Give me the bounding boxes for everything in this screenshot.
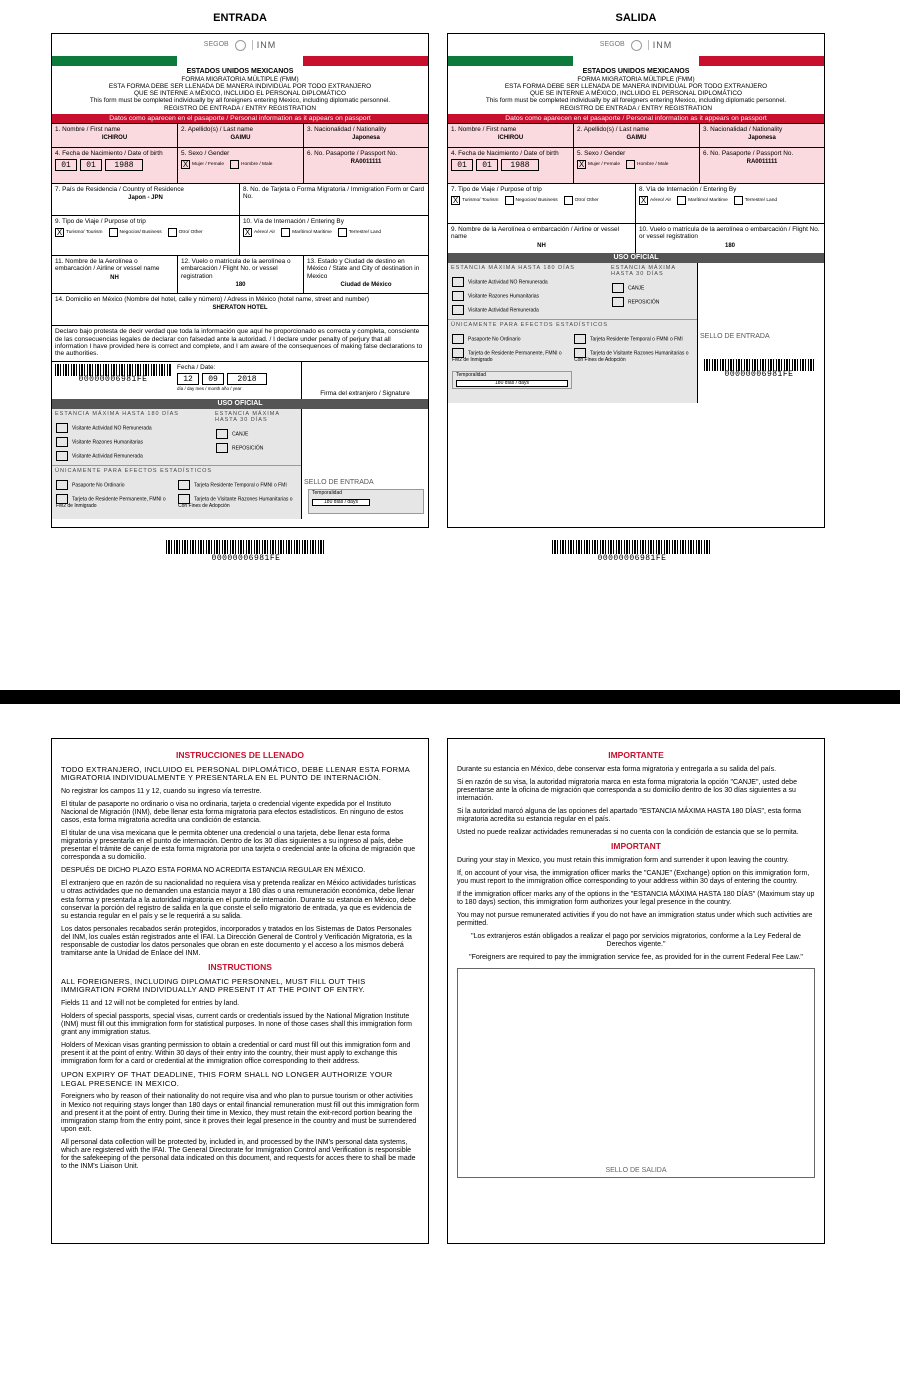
salida-barcode: 00000006981FE	[552, 540, 712, 563]
maritime-checkbox[interactable]	[281, 228, 290, 237]
male-checkbox[interactable]	[626, 160, 635, 169]
dob-field[interactable]: 4. Fecha de Nacimiento / Date of birth 01 01 1988	[448, 148, 574, 183]
nationality-field[interactable]: 3. Nacionalidad / Nationality Japonesa	[703, 126, 783, 142]
checkbox-trt[interactable]	[574, 334, 586, 344]
entering-by-field: 8. Vía de Internación / Entering By X Aéreo/ Air Marítimo/ Maritime Terrestre/ Land	[639, 186, 778, 206]
female-checkbox[interactable]: X	[182, 160, 189, 170]
air-checkbox[interactable]: X	[244, 228, 251, 238]
entrada-form: SEGOB INM ESTADOS UNIDOS MEXICANOS FORMA MIGRATORIA MÚLTIPLE (FMM) ESTA FORMA DEBE SER LLENADA DE MANERA INDIVIDUAL POR TODO EXTRANJERO QUE SE INTERNE A MÉXICO, INCLUIDO EL PERSONAL DIPLOMÁTICO This form must be completed individually by all foreigners entering Mexico, including diplomatic personnel. REGISTRO DE ENTRADA / ENTRY REGISTRATION Datos como aparecen en el pasaporte / Personal information as it appears on passport 1. Nombre / First name ICHIROU 2. Apellido(s) / Last name GAIMU 3. Nacionalidad / Nationality Japonesa 4. Fecha de Nacimiento / Date of birth 01 01 1988 5. Sexo / Gender X Mujer / Female Hombre / Male 6. No. Pasaporte / Passport No. RA0011111 7. País de Residencia / Country of Residence Japon - JPN 8. No. de Tarjeta o Forma Migratoria / Immigration Form or Card No. 9. Tipo de Viaje / Purpose of trip X Turismo/ Tourism Negocios/ Business Otro/ Other 10. Vía de Internación / Entering By X Aéreo/ Air Marítimo/ Maritime Terrestre/ Land 11. Nombre de la Aerolínea o embarcación / Airline or vessel name NH 12. Vuelo o matrícula de la aerolínea o embarcación / Flight No. or vessel registration 180 13. Estado y Ciudad de destino en México / State and City of destination in Mexico Ciudad de México 14. Domicilio en México (Nombre del hotel, calle y número) / Adress in México (hotel name, street and number) SHERATON HOTEL Declaro bajo protesta de decir verdad que toda la información que aquí he proporcionado es correcta y completa, consciente de las consecuencias legales de declarar con falsedad ante la autoridad. / I declare under penalty of perjury that all information I have provided here is correct and complete, and I am aware of the consequences of making false declarations to the authorities. 00000006981FE Fecha / Date: 12 09 2018 día / day mes / month año / year Firma del extranjero / Signature USO OFICIAL ESTANCIA MÁXIMA HASTA 180 DÍAS Visitante Actividad NO Remunerada Visitante Razones Humanitarias Visitante Actividad Remunerada ESTANCIA MÁXIMA HASTA 30 DÍAS CANJE REPOSICIÓN ÚNICAMENTE PARA EFECTOS ESTADÍSTICOS Pasaporte No Ordinario Tarjeta de Residente Permanente, FMNI o FM2 de Inmigrado Tarjeta Residente Temporal o FMNI o FMI Tarjeta de Visitante Razones Humanitarias o Con Fines de Adopción SELLO DE ENTRADA Temporalidad 180 días / days	[51, 33, 429, 528]
passport-bar: Datos como aparecen en el pasaporte / Personal information as it appears on passport	[448, 114, 824, 124]
entrada-heading: ENTRADA	[213, 12, 267, 24]
instructions-page: INSTRUCCIONES DE LLENADO TODO EXTRANJERO, INCLUIDO EL PERSONAL DIPLOMÁTICO, DEBE LLENAR ESTA FORMA MIGRATORIA INDIVIDUALMENTE Y PRESENTARLA EN EL PUNTO DE INTERNACIÓN. No registrar los campos 11 y 12, cuando su ingreso vía terrestre. El titular de pasaporte no ordinario o visa no ordinaria, tarjeta o credencial vigente expedida por el Instituto Nacional de Migración (INM), debe llenar esta forma migratoria para efectos estadísticos. En ninguno de estos casos, esta forma migratoria acredita una condición de estancia. El titular de una visa mexicana que le permita obtener una credencial o una tarjeta, debe llenar esta forma migratoria y presentarla en el punto de internación. Dentro de los 30 días siguientes a su ingreso al país, debe presentar el trámite de canje de esta forma migratoria por una tarjeta o credencial ante la oficina de migración que corresponda a su domicilio. DESPUÉS DE DICHO PLAZO ESTA FORMA NO ACREDITA ESTANCIA REGULAR EN MÉXICO. El extranjero que en razón de su nacionalidad no requiera visa y pretenda realizar en México actividades turísticas u otras actividades que no demanden una estancia mayor a 180 días o una remuneración económica, debe llenar esta forma y presentarla a la autoridad migratoria en el punto de internación. Durante su estancia en México, debe conservar la porción del registro de salida en la que conste el sello migratorio de entrada, ya que es evidencia de su estancia regular en el país y se le requerirá a su salida. Los datos personales recabados serán protegidos, incorporados y tratados en los Sistemas de Datos Personales del INM, los cuales están registrados ante el IFAI. La Dirección General de Control y Verificación Migratoria, es la responsable de custodiar los datos personales que obran en este documento y el acceso a los mismos deberá tramitarse ante la Unidad de Enlace del INM. INSTRUCTIONS ALL FOREIGNERS, INCLUDING DIPLOMATIC PERSONNEL, MUST FILL OUT THIS IMMIGRATION FORM INDIVIDUALLY AND PRESENT IT AT THE POINT OF ENTRY. Fields 11 and 12 will not be completed for entries by land. Holders of special passports, special visas, current cards or credentials issued by the National Migration Institute (INM) must fill out this immigration form for statistical purposes. In none of those cases shall this immigration form grant any immigration status. Holders of Mexican visas granting permission to obtain a credential or card must fill out this immigration form and present it at the point of entry. Within 30 days of their entry into the country, their must apply to exchange this immigration form for a card or credential at the immigration office corresponding to their address. UPON EXPIRY OF THAT DEADLINE, THIS FORM SHALL NO LONGER AUTHORIZE YOUR LEGAL PRESENCE IN MEXICO. Foreigners who by reason of their nationality do not require visa and who plan to pursue tourism or other activities in Mexico not requiring stays longer than 180 days or entail financial remuneration must fill out this immigration form and present it at the point of entry. During their time in Mexico, they must retain the exit-record portion bearing the immigration stamp from the entry point, since it proves their legal presence in the country and must be surrendered upon exit. All personal data collection will be protected by, included in, and processed by the INM's personal data systems, which are registered with the IFAI. The General Directorate for Immigration Control and Verification is responsible for the safekeeping of the personal data indicated on this document, and requests for acces there to shall be made to the INM's Liaison Unit.	[51, 738, 429, 1244]
mexico-seal-icon	[631, 40, 642, 51]
checkbox-reposicion[interactable]	[612, 297, 624, 307]
checkbox-vanr[interactable]	[452, 277, 464, 287]
other-checkbox[interactable]	[564, 196, 573, 205]
male-checkbox[interactable]	[230, 160, 239, 169]
sello-entrada-area: SELLO DE ENTRADA 00000006981FE	[698, 263, 824, 403]
important-page: IMPORTANTE Durante su estancia en México, debe conservar esta forma migratoria y entregarla a su salida del país. Si en razón de su visa, la autoridad migratoria marca en esta forma migratoria la opción "CANJE", usted debe presentarse ante la oficina de migración que corresponda a su domicilio dentro de los 30 días siguientes a su internación. Si la autoridad marcó alguna de las opciones del apartado "ESTANCIA MÁXIMA HASTA 180 DÍAS", esta forma migratoria acredita su estancia regular en el país. Usted no puede realizar actividades remuneradas si no cuenta con la condición de estancia que se lo permita. IMPORTANT During your stay in Mexico, you must retain this immigration form and surrender it upon leaving the country. If, on account of your visa, the immigration officer marks the "CANJE" (Exchange) option on this immigration form, you must report to the immigration office corresponding to your address within 30 days of entering the country. If the immigration officer marks any of the options in the "ESTANCIA MÁXIMA HASTA 180 DÍAS" (Maximum stay up to 180 days) section, this immigration form authorizes your legal presence in the country. You may not pursue remunerated activities if you do not have an immigration status under which such activities are permitted. "Los extranjeros están obligados a realizar el pago por servicios migratorios, conforme a la Ley Federal de Derechos vigente." "Foreigners are required to pay the immigration service fee, as provided for in the current Federal Fee Law." SELLO DE SALIDA	[447, 738, 825, 1244]
female-checkbox[interactable]: X	[578, 160, 585, 170]
checkbox-pno[interactable]	[56, 480, 68, 490]
flag-stripe	[448, 56, 824, 66]
last-name-field[interactable]: 2. Apellido(s) / Last name GAIMU	[574, 124, 700, 147]
flag-stripe	[52, 56, 428, 66]
date-field[interactable]: Fecha / Date: 12 09 2018 día / day mes / month año / year	[174, 362, 302, 399]
important-title: IMPORTANTE	[608, 750, 664, 760]
dob-field[interactable]: 4. Fecha de Nacimiento / Date of birth 01 01 1988	[52, 148, 178, 183]
land-checkbox[interactable]	[734, 196, 743, 205]
maritime-checkbox[interactable]	[677, 196, 686, 205]
checkbox-trt[interactable]	[178, 480, 190, 490]
checkbox-vrh[interactable]	[452, 291, 464, 301]
form-header: ESTADOS UNIDOS MEXICANOS FORMA MIGRATORIA MÚLTIPLE (FMM) ESTA FORMA DEBE SER LLENADA DE MANERA INDIVIDUAL POR TODO EXTRANJERO QUE SE INTERNE A MÉXICO, INCLUIDO EL PERSONAL DIPLOMÁTICO This form must be completed individually by all foreigners entering Mexico, including diplomatic personnel. REGISTRO DE ENTRADA / ENTRY REGISTRATION	[89, 68, 391, 112]
checkbox-var[interactable]	[452, 305, 464, 315]
uso-oficial-bar: USO OFICIAL	[52, 399, 428, 409]
segob-inm-logo: SEGOB INM	[599, 39, 673, 50]
entering-by-field: 10. Vía de Internación / Entering By X Aéreo/ Air Marítimo/ Maritime Terrestre/ Land	[243, 218, 382, 238]
page-separator	[0, 690, 900, 704]
flight-no-field[interactable]: 12. Vuelo o matrícula de la aerolínea o embarcación / Flight No. or vessel registration 180	[178, 256, 304, 293]
signature-field[interactable]: Firma del extranjero / Signature	[320, 390, 410, 398]
important-title-en: IMPORTANT	[611, 841, 661, 852]
other-checkbox[interactable]	[168, 228, 177, 237]
residence-field[interactable]: 7. País de Residencia / Country of Residence Japon - JPN	[52, 184, 240, 215]
business-checkbox[interactable]	[505, 196, 514, 205]
checkbox-canje[interactable]	[216, 429, 228, 439]
entrada-barcode: 00000006981FE	[166, 540, 326, 563]
tourism-checkbox[interactable]: X	[56, 228, 63, 238]
passport-no-field[interactable]: 6. No. Pasaporte / Passport No. RA0011111	[307, 150, 398, 166]
checkbox-reposicion[interactable]	[216, 443, 228, 453]
form-card-no-field[interactable]: 8. No. de Tarjeta o Forma Migratoria / Immigration Form or Card No.	[243, 186, 425, 201]
nationality-field[interactable]: 3. Nacionalidad / Nationality Japonesa	[307, 126, 387, 142]
checkbox-vrh[interactable]	[56, 437, 68, 447]
checkbox-pno[interactable]	[452, 334, 464, 344]
airline-field[interactable]: 9. Nombre de la Aerolínea o embarcación / Airline or vessel name NH	[448, 224, 636, 253]
flight-no-field[interactable]: 10. Vuelo o matrícula de la aerolínea o embarcación / Flight No. or vessel registration 180	[639, 226, 820, 249]
form-header: ESTADOS UNIDOS MEXICANOS FORMA MIGRATORIA MÚLTIPLE (FMM) ESTA FORMA DEBE SER LLENADA DE MANERA INDIVIDUAL POR TODO EXTRANJERO QUE SE INTERNE A MÉXICO, INCLUIDO EL PERSONAL DIPLOMÁTICO This form must be completed individually by all foreigners entering Mexico, including diplomatic personnel. REGISTRO DE ENTRADA / ENTRY REGISTRATION	[485, 68, 787, 112]
first-name-field[interactable]: 1. Nombre / First name ICHIROU	[52, 124, 178, 147]
salida-form: SEGOB INM ESTADOS UNIDOS MEXICANOS FORMA MIGRATORIA MÚLTIPLE (FMM) ESTA FORMA DEBE SER LLENADA DE MANERA INDIVIDUAL POR TODO EXTRANJERO QUE SE INTERNE A MÉXICO, INCLUIDO EL PERSONAL DIPLOMÁTICO This form must be completed individually by all foreigners entering Mexico, including diplomatic personnel. REGISTRO DE ENTRADA / ENTRY REGISTRATION Datos como aparecen en el pasaporte / Personal information as it appears on passport 1. Nombre / First name ICHIROU 2. Apellido(s) / Last name GAIMU 3. Nacionalidad / Nationality Japonesa 4. Fecha de Nacimiento / Date of birth 01 01 1988 5. Sexo / Gender X Mujer / Female Hombre / Male 6. No. Pasaporte / Passport No. RA0011111 7. Tipo de Viaje / Purpose of trip X Turismo/ Tourism Negocios/ Business Otro/ Other 8. Vía de Internación / Entering By X Aéreo/ Air Marítimo/ Maritime Terrestre/ Land 9. Nombre de la Aerolínea o embarcación / Airline or vessel name NH 10. Vuelo o matrícula de la aerolínea o embarcación / Flight No. or vessel registration 180 USO OFICIAL ESTANCIA MÁXIMA HASTA 180 DÍAS Visitante Actividad NO Remunerada Visitante Razones Humanitarias Visitante Actividad Remunerada ESTANCIA MÁXIMA HASTA 30 DÍAS CANJE REPOSICIÓN ÚNICAMENTE PARA EFECTOS ESTADÍSTICOS Pasaporte No Ordinario Tarjeta de Residente Permanente, FMNI o FM2 de Inmigrado Tarjeta Residente Temporal o FMNI o FMI Tarjeta de Visitante Razones Humanitarias o Con Fines de Adopción Temporalidad 180 días / days SELLO DE ENTRADA 00000006981FE	[447, 33, 825, 528]
checkbox-canje[interactable]	[612, 283, 624, 293]
address-field[interactable]: 14. Domicilio en México (Nombre del hotel, calle y número) / Adress in México (hotel name, street and number) SHERATON HOTEL	[55, 296, 369, 312]
checkbox-var[interactable]	[56, 451, 68, 461]
trip-purpose-field: 7. Tipo de Viaje / Purpose of trip X Turismo/ Tourism Negocios/ Business Otro/ Other	[448, 184, 636, 223]
air-checkbox[interactable]: X	[640, 196, 647, 206]
airline-field[interactable]: 11. Nombre de la Aerolínea o embarcación / Airline or vessel name NH	[52, 256, 178, 293]
gender-field[interactable]: 5. Sexo / Gender X Mujer / Female Hombre / Male	[574, 148, 700, 183]
salida-heading: SALIDA	[615, 12, 657, 24]
uso-oficial-bar: USO OFICIAL	[448, 253, 824, 263]
segob-inm-logo: SEGOB INM	[203, 39, 277, 50]
gender-field[interactable]: 5. Sexo / Gender X Mujer / Female Hombre / Male	[178, 148, 304, 183]
destination-field[interactable]: 13. Estado y Ciudad de destino en México / State and City of destination in Mexico Ciudad de México	[307, 258, 420, 288]
declaration-text: Declaro bajo protesta de decir verdad que toda la información que aquí he proporcionado es correcta y completa, consciente de las consecuencias legales de declarar con falsedad ante la autoridad. / I declare under penalty of perjury that all information I have provided here is correct and complete, and I am aware of the consequences of making false declarations to the authorities.	[55, 328, 423, 358]
passport-bar: Datos como aparecen en el pasaporte / Personal information as it appears on passport	[52, 114, 428, 124]
tourism-checkbox[interactable]: X	[452, 196, 459, 206]
inner-barcode: 00000006981FE	[704, 359, 814, 380]
instructions-title-en: INSTRUCTIONS	[208, 961, 272, 972]
business-checkbox[interactable]	[109, 228, 118, 237]
last-name-field[interactable]: 2. Apellido(s) / Last name GAIMU	[178, 124, 304, 147]
checkbox-vanr[interactable]	[56, 423, 68, 433]
mexico-seal-icon	[235, 40, 246, 51]
first-name-field[interactable]: 1. Nombre / First name ICHIROU	[448, 124, 574, 147]
inner-barcode: 00000006981FE	[52, 362, 174, 399]
instructions-title: INSTRUCCIONES DE LLENADO	[176, 750, 304, 760]
land-checkbox[interactable]	[338, 228, 347, 237]
sello-salida-box: SELLO DE SALIDA	[457, 968, 815, 1178]
trip-purpose-field: 9. Tipo de Viaje / Purpose of trip X Turismo/ Tourism Negocios/ Business Otro/ Other	[52, 216, 240, 255]
sello-entrada-area: SELLO DE ENTRADA Temporalidad 180 días / days	[302, 409, 428, 519]
passport-no-field[interactable]: 6. No. Pasaporte / Passport No. RA0011111	[703, 150, 794, 166]
